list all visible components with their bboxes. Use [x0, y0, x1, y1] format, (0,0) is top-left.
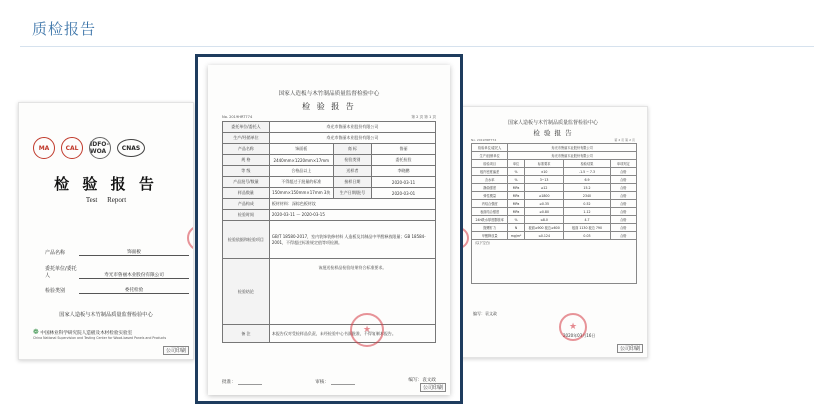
approver-signature: 批准： — [222, 377, 262, 385]
cover-footer-org2: ❁ 中国林业科学研究院人造板及木材检验实验室 — [33, 328, 133, 336]
table-cell: 含水率 — [472, 176, 508, 184]
table-row — [223, 166, 436, 177]
certification-logos — [33, 137, 145, 159]
table-cell: MPa — [508, 184, 525, 192]
cover-title: 检 验 报 告 — [54, 175, 158, 193]
red-seal-stamp — [350, 313, 384, 347]
table-value-cell: 合格品以上 — [269, 166, 333, 177]
table-cell: 板面≥900 板边≥600 — [524, 224, 564, 232]
table-value-cell: 委托检验 — [372, 155, 436, 166]
table-cell: MPa — [508, 192, 525, 200]
table-row — [472, 224, 637, 232]
table-cell: 表面结合强度 — [472, 208, 508, 216]
right-report-table — [471, 143, 637, 284]
right-report-title: 检 验 报 告 — [533, 129, 573, 137]
red-seal-stamp — [187, 225, 194, 251]
table-label-cell: 等 级 — [223, 166, 270, 177]
table-cell: 合格 — [610, 224, 636, 232]
table-cell: mg/m³ — [508, 232, 525, 240]
right-report-date: 2020年03月16日 — [563, 333, 596, 338]
signature-scribble — [331, 377, 355, 385]
table-cell: 2340 — [564, 192, 610, 200]
table-cell: ≤8.0 — [524, 216, 564, 224]
red-seal-stamp — [559, 313, 587, 341]
table-value-cell: 鲁丽 — [372, 144, 436, 155]
table-cell: 合格 — [610, 232, 636, 240]
table-cell: 合格 — [610, 192, 636, 200]
cnas-logo-icon: CNAS — [117, 139, 145, 157]
table-label-cell: 产品批号/数量 — [223, 177, 270, 188]
table-row: （以下空白） — [472, 240, 637, 284]
table-cell: 6.9 — [564, 176, 610, 184]
table-value-cell: 不得超过于批量的标准 — [269, 177, 333, 188]
table-label-cell: 接样日期 — [333, 177, 371, 188]
right-report-meta: No. 2019HRT774 第 2 页 第 2 页 — [471, 138, 635, 142]
forestry-emblem-icon: ❁ — [33, 328, 39, 336]
table-cell: ≥1800 — [524, 192, 564, 200]
table-row — [223, 177, 436, 188]
table-cell: 内结合强度 — [472, 200, 508, 208]
table-row — [472, 216, 637, 224]
table-value-cell: 150mm×150mm×17mm 3块 — [269, 188, 333, 199]
table-label-cell: 检验类别 — [333, 155, 371, 166]
table-cell: ±10 — [524, 168, 564, 176]
report-table — [222, 121, 436, 343]
table-cell: 板内密度偏差 — [472, 168, 508, 176]
table-cell: ≤0.124 — [524, 232, 564, 240]
table-label-cell: 生产日期/批号 — [333, 188, 371, 199]
table-cell: 握螺钉力 — [472, 224, 508, 232]
table-cell: 15.2 — [564, 184, 610, 192]
right-report-org: 国家人造板与木竹制品质量监督检验中心 — [507, 120, 598, 126]
table-row — [223, 155, 436, 166]
table-cell: % — [508, 168, 525, 176]
table-cell: 24h吸水厚度膨胀率 — [472, 216, 508, 224]
table-row: 检验依据和检验项目 GB/T 18580-2017，室内装饰装修材料 人造板及其制品中甲醛释放限量；GB 18584-2001，不得超过标准规定值等项检测。 — [223, 221, 436, 259]
table-cell: 0.52 — [564, 200, 610, 208]
table-cell: 合格 — [610, 216, 636, 224]
signature-scribble — [238, 377, 262, 385]
table-cell: -1.5 ~ 7.3 — [564, 168, 610, 176]
table-cell: % — [508, 176, 525, 184]
table-label-cell: 样品数量 — [223, 188, 270, 199]
table-row: 生产/经销单位 寿光市鲁丽木业股份有限公司 — [223, 133, 436, 144]
table-cell: 4.7 — [564, 216, 610, 224]
cover-footer-english: China National Supervision and Testing Center for Wood-based Panels and Products — [33, 336, 167, 340]
cover-field-client: 委托单位/委托人 寿光市鲁丽木业股份有限公司 — [45, 265, 189, 279]
table-cell: 甲醛释放量 — [472, 232, 508, 240]
table-row — [472, 176, 637, 184]
report-signatures — [222, 377, 436, 385]
table-label-cell: 商 标 — [333, 144, 371, 155]
corner-mark: 公司印刷 — [420, 383, 446, 392]
results-page-thumbnail[interactable] — [458, 106, 648, 358]
cover-page-thumbnail[interactable] — [18, 102, 194, 360]
table-cell: MPa — [508, 208, 525, 216]
table-cell: ≥0.35 — [524, 200, 564, 208]
table-row — [472, 208, 637, 216]
table-cell: 合格 — [610, 168, 636, 176]
table-cell: 1.12 — [564, 208, 610, 216]
table-label-cell: 产品名称 — [223, 144, 270, 155]
table-row — [223, 188, 436, 199]
table-cell: 合格 — [610, 208, 636, 216]
table-cell: N — [508, 224, 525, 232]
table-cell: 弹性模量 — [472, 192, 508, 200]
cover-footer-org: 国家人造板与木竹制品质量监督检验中心 — [59, 312, 153, 318]
table-row: 生产/经销单位 寿光市鲁丽木业股份有限公司 — [472, 152, 637, 160]
cover-field-category: 检验类别 委托检验 — [45, 287, 189, 294]
table-label-cell: 送样者 — [333, 166, 371, 177]
report-page-thumbnail[interactable] — [208, 65, 450, 395]
table-cell: 静曲强度 — [472, 184, 508, 192]
table-cell: 板面 1130 板边 790 — [564, 224, 610, 232]
table-row: 产品构成 板材材料：深棕色板材纹 — [223, 199, 436, 210]
ilac-logo-icon: IDFO-WOA — [89, 137, 111, 159]
table-row: 检验结论 该批送检样品检验结果符合标准要求。 — [223, 259, 436, 325]
checker-signature: 审核： — [315, 377, 355, 385]
table-value-cell: 饰面板 — [269, 144, 333, 155]
table-row: 检验时间 2020-03-11 ～ 2020-03-15 — [223, 210, 436, 221]
table-header-row: 检验项目 单位 标准要求 检验结果 单项判定 — [472, 160, 637, 168]
table-value-cell: 2020-03-01 — [372, 188, 436, 199]
table-cell: ≥12 — [524, 184, 564, 192]
cover-subtitle: Test Report — [85, 196, 127, 204]
report-title: 检 验 报 告 — [302, 102, 356, 111]
table-row: 委托单位/委托人 寿光市鲁丽木业股份有限公司 — [223, 122, 436, 133]
table-value-cell: 2440mm×1220mm×17mm — [269, 155, 333, 166]
cma-logo-icon: MA — [33, 137, 55, 159]
cal-logo-icon: CAL — [61, 137, 83, 159]
table-cell: 3~13 — [524, 176, 564, 184]
table-label-cell: 规 格 — [223, 155, 270, 166]
table-row — [472, 232, 637, 240]
right-report-items — [472, 168, 637, 240]
corner-mark: 公司印刷 — [617, 344, 643, 353]
corner-mark: 公司印刷 — [163, 346, 189, 355]
table-row — [472, 200, 637, 208]
report-grid — [223, 144, 436, 199]
table-value-cell: 2020-03-11 — [372, 177, 436, 188]
report-org: 国家人造板与木竹制品质量监督检验中心 — [278, 91, 380, 97]
table-row — [472, 192, 637, 200]
writer-signature: 编写：袁文政 — [408, 378, 436, 383]
table-cell: 合格 — [610, 176, 636, 184]
table-cell: ≥0.80 — [524, 208, 564, 216]
table-row: 备 注 本报告仅对受检样品负责，未经检验中心书面批准，不得复制本报告。 — [223, 325, 436, 343]
cover-field-product: 产品名称 饰面板 — [45, 249, 189, 256]
table-cell: 合格 — [610, 200, 636, 208]
section-divider — [20, 46, 814, 47]
table-cell: MPa — [508, 200, 525, 208]
selected-report-frame[interactable] — [195, 54, 463, 404]
table-cell: 合格 — [610, 184, 636, 192]
section-title: 质检报告 — [32, 20, 97, 38]
right-report-writer: 编写：袁文政 — [473, 311, 497, 316]
table-row — [223, 144, 436, 155]
table-row — [472, 168, 637, 176]
table-row: 检验单位/委托人 寿光市鲁丽木业股份有限公司 — [472, 144, 637, 152]
table-cell: 0.03 — [564, 232, 610, 240]
report-meta: No. 2019HRT774 第 2 页 第 1 页 — [222, 115, 436, 119]
table-row — [472, 184, 637, 192]
table-cell: % — [508, 216, 525, 224]
table-value-cell: 李晓鹏 — [372, 166, 436, 177]
